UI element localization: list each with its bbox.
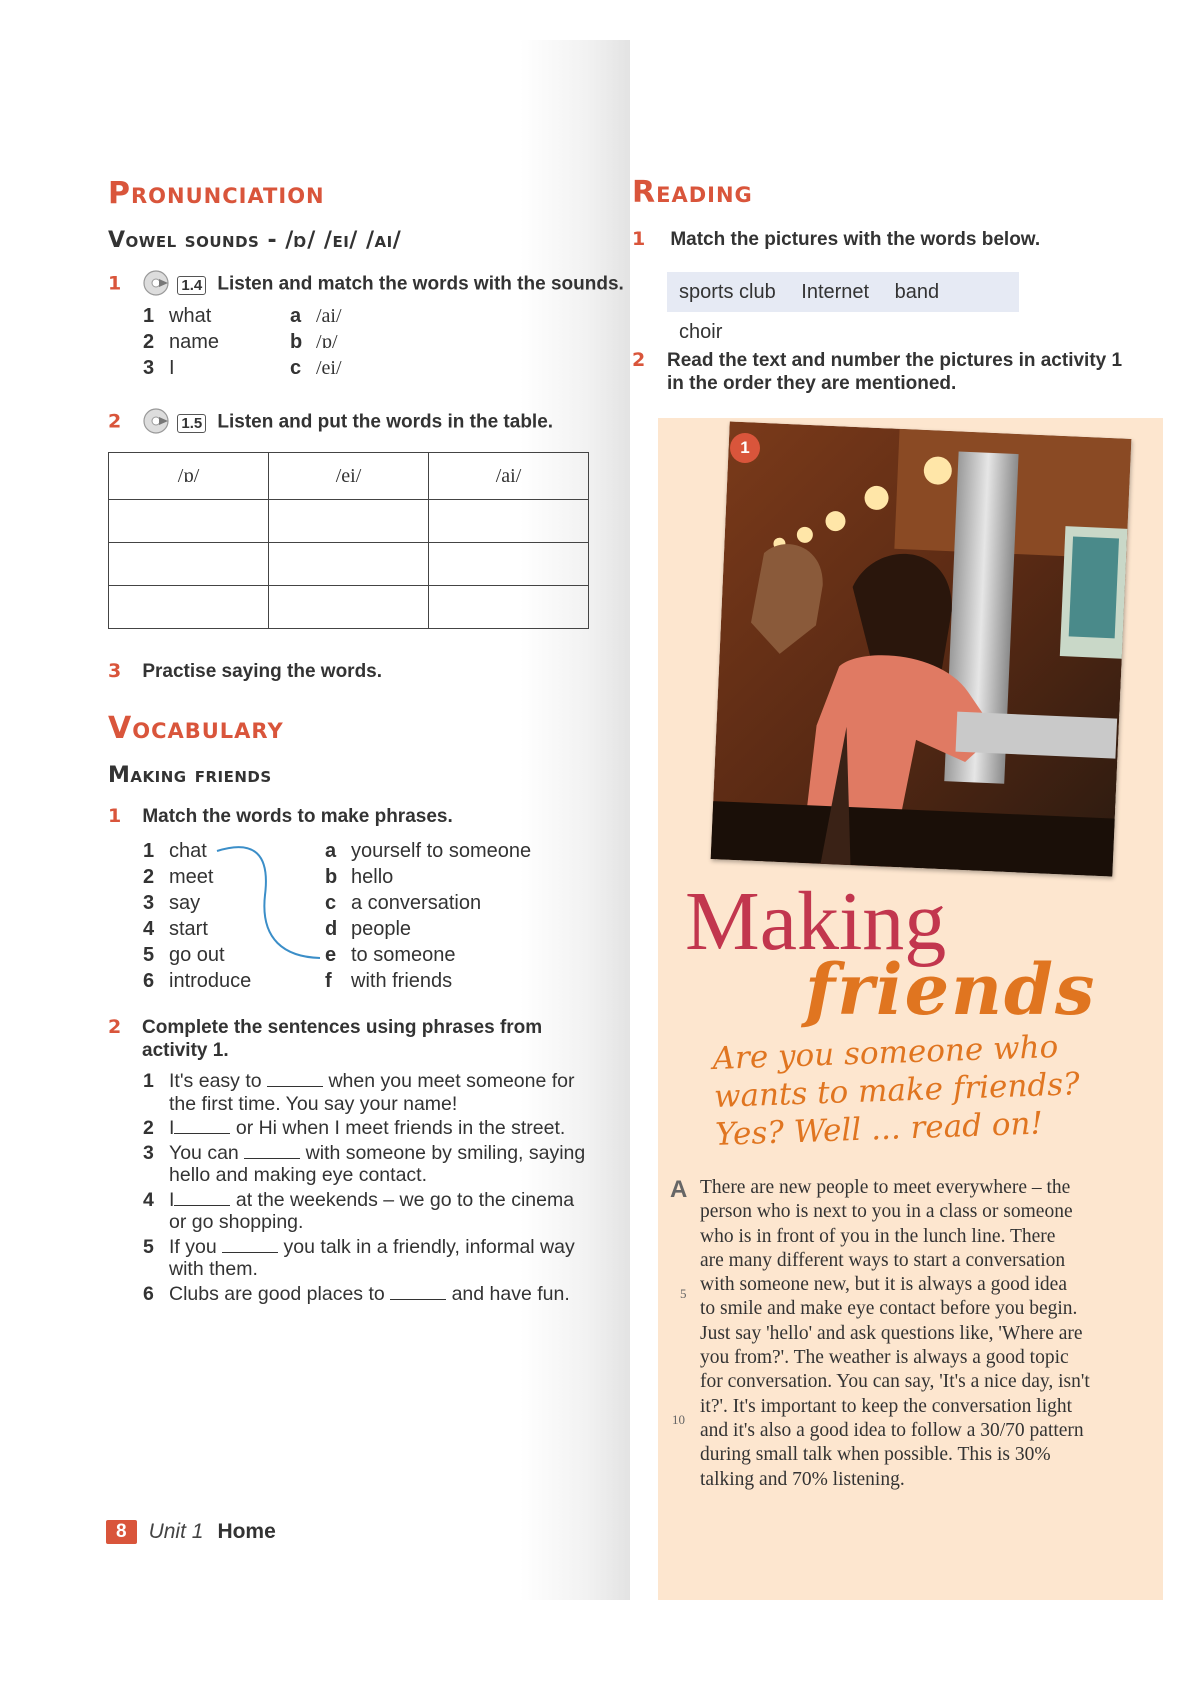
table-cell[interactable] [109, 543, 269, 586]
audio-cd-icon[interactable] [142, 408, 172, 438]
article-line: during small talk when possible. This is 30% [700, 1444, 1051, 1466]
article-line: who is in front of you in the lunch line. There [700, 1225, 1056, 1247]
exercise-instruction: Match the pictures with the words below. [670, 229, 1041, 250]
exercise-instruction: Practise saying the words. [142, 661, 383, 682]
exercise-instruction-line: Complete the sentences using phrases from [142, 1017, 543, 1038]
article-line: for conversation. You can say, 'It's a nice day, isn't [700, 1371, 1090, 1393]
sentence-item: 2 I or Hi when I meet friends in the street. [143, 1117, 566, 1139]
list-item: a /ai/ [290, 305, 342, 327]
list-item: 6 introduce [143, 970, 252, 992]
word-box-item: sports club [679, 281, 776, 303]
list-item: 3 I [143, 357, 175, 379]
table-cell[interactable] [429, 500, 589, 543]
table-cell[interactable] [269, 543, 429, 586]
exercise-number: 2 [632, 349, 646, 371]
paragraph-letter: A [670, 1176, 688, 1203]
internet-cafe-photo [711, 421, 1132, 876]
exercise-number: 1 [632, 228, 646, 250]
answer-blank[interactable] [174, 1117, 230, 1134]
list-item: c /ei/ [290, 357, 342, 379]
unit-title: Home [217, 1520, 276, 1543]
unit-label: Unit 1 [148, 1520, 204, 1543]
article-line: There are new people to meet everywhere – the [700, 1177, 1071, 1198]
exercise-instruction-line: in the order they are mentioned. [667, 373, 957, 394]
exercise-number: 2 [108, 1016, 122, 1038]
table-cell[interactable] [429, 543, 589, 586]
vocab-ex2-instruction [108, 1016, 542, 1062]
making-friends-subtitle: Making friends [108, 763, 272, 788]
table-cell[interactable] [269, 586, 429, 629]
article-line: are many different ways to start a conversation [700, 1249, 1066, 1271]
list-item: 2 name [143, 331, 220, 353]
vocabulary-title: Vocabulary [108, 711, 284, 746]
reading-heading [632, 175, 753, 210]
exercise-number: 1 [108, 805, 122, 827]
page-number-badge: 8 [106, 1520, 137, 1544]
table-row [109, 500, 589, 543]
answer-blank[interactable] [390, 1283, 446, 1300]
making-friends-subheading [108, 763, 272, 788]
audio-track-label: 1.4 [177, 276, 206, 295]
word-box-item: choir [679, 321, 723, 343]
vocab-ex2-sentences [143, 1070, 593, 1305]
audio-cd-icon[interactable] [142, 270, 172, 300]
match-connector-line [215, 845, 325, 965]
table-header-cell: /ɒ/ [109, 453, 269, 500]
vowel-sounds-table [108, 452, 589, 629]
reading-title: Reading [632, 175, 753, 210]
article-line: you from?'. The weather is always a good topic [700, 1347, 1069, 1369]
table-cell[interactable] [269, 500, 429, 543]
word-box-item: band [894, 281, 940, 303]
article-line: with someone new, but it is always a good idea [700, 1274, 1067, 1296]
exercise-instruction: Match the words to make phrases. [142, 806, 453, 827]
exercise-number: 3 [108, 660, 122, 682]
list-item: b hello [325, 866, 394, 888]
pron-ex2-instruction [108, 408, 553, 438]
sentence-item: 4 I at the weekends – we go to the cinema or go shopping. [143, 1188, 575, 1233]
article-title-making: Making [685, 875, 947, 968]
exercise-instruction: Listen and match the words with the sounds. [217, 273, 624, 295]
pronunciation-heading [108, 176, 325, 211]
line-number-10: 10 [672, 1412, 685, 1427]
line-number-5: 5 [680, 1286, 687, 1301]
exercise-instruction-line: Read the text and number the pictures in activity 1 [667, 350, 1123, 371]
list-item: 4 start [143, 918, 208, 940]
list-item: 1 what [143, 305, 212, 327]
pronunciation-title: Pronunciation [108, 176, 325, 211]
vocab-ex1-right [325, 838, 531, 994]
article-line: talking and 70% listening. [700, 1468, 905, 1490]
pron-ex1-words [143, 303, 219, 381]
table-cell[interactable] [429, 586, 589, 629]
sentence-item: 5 If you you talk in a friendly, informal way with them. [143, 1235, 575, 1280]
pron-ex3-instruction [108, 660, 382, 683]
table-header-cell: /ai/ [429, 453, 589, 500]
pron-ex1-instruction [108, 270, 624, 300]
article-line: Just say 'hello' and ask questions like, 'Where are [700, 1322, 1083, 1344]
vowel-sounds-subheading [108, 228, 401, 253]
answer-blank[interactable] [244, 1142, 300, 1159]
vocabulary-heading [108, 711, 284, 746]
tagline-line: Yes? Well ... read on! [714, 1105, 1044, 1153]
article-photo [711, 421, 1132, 876]
reading-ex2-instruction [632, 349, 1122, 395]
photo-number-badge: 1 [730, 433, 760, 463]
table-header-cell: /ei/ [269, 453, 429, 500]
list-item: b /ɒ/ [290, 331, 338, 353]
reading-ex1-instruction [632, 228, 1040, 251]
table-cell[interactable] [109, 500, 269, 543]
list-item: 5 go out [143, 944, 225, 966]
answer-blank[interactable] [174, 1189, 230, 1206]
sentence-item: 6 Clubs are good places to and have fun. [143, 1282, 570, 1305]
sentence-item: 1 It's easy to when you meet someone for the first time. You say your name! [143, 1070, 575, 1115]
article-line: to smile and make eye contact before you begin. [700, 1298, 1078, 1320]
exercise-instruction-line: activity 1. [142, 1040, 229, 1061]
article-line: it?'. It's important to keep the conversation light [700, 1395, 1073, 1417]
article-line: person who is next to you in a class or someone [700, 1201, 1073, 1223]
exercise-number: 1 [108, 272, 122, 295]
page-footer [106, 1520, 276, 1544]
answer-blank[interactable] [267, 1070, 323, 1087]
pron-ex1-sounds [290, 303, 342, 381]
list-item: c a conversation [325, 892, 482, 914]
tagline-line: Are you someone who [712, 1028, 1059, 1077]
sentence-item: 3 You can with someone by smiling, saying hello and making eye contact. [143, 1141, 586, 1186]
list-item: e to someone [325, 944, 456, 966]
list-item: d people [325, 918, 412, 940]
list-item: 3 say [143, 892, 201, 914]
tagline-line: wants to make friends? [713, 1066, 1081, 1115]
article-line: and it's also a good idea to follow a 30/70 pattern [700, 1419, 1084, 1441]
table-cell[interactable] [109, 586, 269, 629]
exercise-number: 2 [108, 410, 122, 433]
vocab-ex1-instruction [108, 805, 453, 828]
article-body [700, 1176, 1160, 1492]
word-box [667, 272, 1019, 343]
list-item: 1 chat [143, 840, 207, 862]
table-row [109, 586, 589, 629]
exercise-instruction: Listen and put the words in the table. [217, 411, 554, 433]
audio-track-label: 1.5 [177, 414, 206, 433]
vowel-sounds-subtitle: Vowel sounds - /ɒ/ /ei/ /ai/ [108, 228, 402, 253]
list-item: f with friends [325, 970, 453, 992]
article-tagline [712, 1027, 1082, 1154]
answer-blank[interactable] [222, 1236, 278, 1253]
table-header-row [109, 453, 589, 500]
word-box-item: Internet [801, 281, 870, 303]
list-item: a yourself to someone [325, 840, 532, 862]
article-title-friends: friends [805, 948, 1097, 1031]
list-item: 2 meet [143, 866, 214, 888]
table-row [109, 543, 589, 586]
